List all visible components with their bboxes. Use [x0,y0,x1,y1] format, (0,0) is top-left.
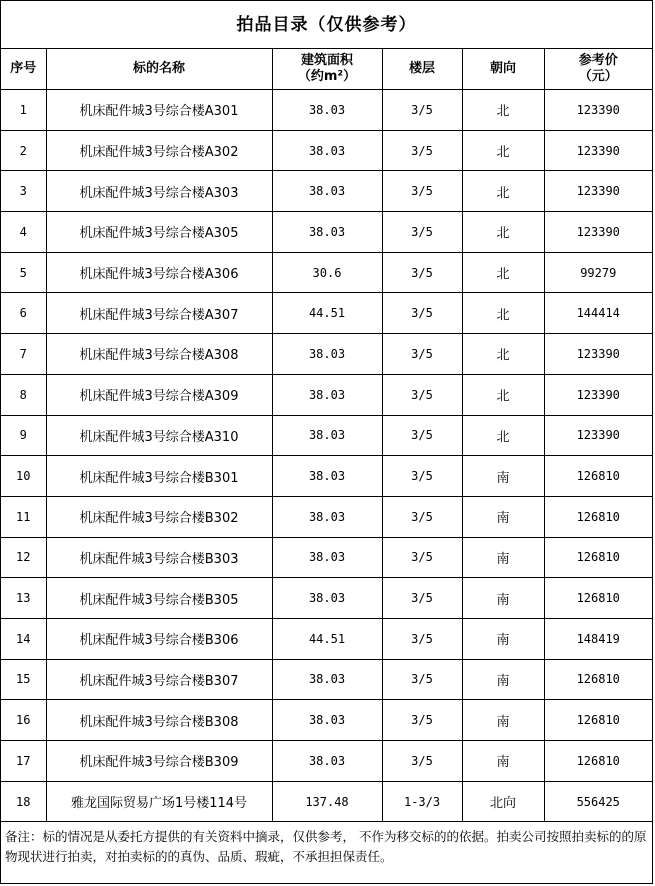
cell-orientation: 北 [462,252,544,293]
cell-floor: 3/5 [382,415,462,456]
cell-floor: 3/5 [382,496,462,537]
cell-orientation: 南 [462,537,544,578]
table-row [1,293,652,334]
cell-area: 137.48 [272,781,382,822]
header-area-line1: 建筑面积 [300,53,353,68]
header-orientation: 朝向 [462,49,544,90]
cell-orientation: 南 [462,659,544,700]
cell-name: 机床配件城3号综合楼A307 [46,293,272,334]
header-price-line2: （元） [578,69,618,84]
cell-index: 3 [1,171,46,212]
cell-index: 7 [1,334,46,375]
cell-index: 12 [1,537,46,578]
cell-index: 4 [1,212,46,253]
cell-area: 38.03 [272,334,382,375]
table-body [1,90,652,822]
cell-index: 14 [1,618,46,659]
cell-name: 机床配件城3号综合楼A306 [46,252,272,293]
cell-orientation: 北 [462,171,544,212]
cell-index: 16 [1,700,46,741]
cell-name: 机床配件城3号综合楼B302 [46,496,272,537]
cell-area: 38.03 [272,171,382,212]
cell-floor: 3/5 [382,374,462,415]
cell-orientation: 南 [462,741,544,782]
cell-area: 38.03 [272,212,382,253]
cell-name: 机床配件城3号综合楼B301 [46,456,272,497]
cell-area: 38.03 [272,741,382,782]
cell-floor: 3/5 [382,293,462,334]
cell-area: 38.03 [272,456,382,497]
cell-name: 机床配件城3号综合楼A309 [46,374,272,415]
cell-floor: 3/5 [382,334,462,375]
cell-name: 机床配件城3号综合楼B306 [46,618,272,659]
cell-floor: 3/5 [382,252,462,293]
cell-name: 机床配件城3号综合楼A308 [46,334,272,375]
cell-orientation: 南 [462,700,544,741]
cell-price: 126810 [544,537,652,578]
cell-price: 126810 [544,741,652,782]
cell-index: 1 [1,90,46,131]
cell-floor: 3/5 [382,659,462,700]
cell-area: 38.03 [272,130,382,171]
cell-name: 雅龙国际贸易广场1号楼114号 [46,781,272,822]
cell-orientation: 北 [462,334,544,375]
cell-index: 6 [1,293,46,334]
table-row [1,415,652,456]
cell-area: 44.51 [272,293,382,334]
table-row [1,90,652,131]
cell-floor: 3/5 [382,130,462,171]
table-row [1,700,652,741]
cell-name: 机床配件城3号综合楼A301 [46,90,272,131]
cell-price: 99279 [544,252,652,293]
header-price-line1: 参考价 [578,53,618,68]
cell-index: 2 [1,130,46,171]
cell-floor: 3/5 [382,578,462,619]
cell-orientation: 南 [462,618,544,659]
cell-name: 机床配件城3号综合楼B303 [46,537,272,578]
cell-price: 123390 [544,171,652,212]
cell-price: 123390 [544,334,652,375]
cell-area: 38.03 [272,496,382,537]
cell-price: 144414 [544,293,652,334]
table-row [1,659,652,700]
cell-floor: 3/5 [382,212,462,253]
cell-floor: 3/5 [382,537,462,578]
cell-area: 38.03 [272,90,382,131]
cell-area: 38.03 [272,700,382,741]
table-row [1,741,652,782]
cell-area: 38.03 [272,537,382,578]
cell-floor: 3/5 [382,618,462,659]
table-row [1,456,652,497]
cell-name: 机床配件城3号综合楼B308 [46,700,272,741]
page-title: 拍品目录（仅供参考） [1,1,652,49]
cell-name: 机床配件城3号综合楼A302 [46,130,272,171]
cell-orientation: 北 [462,212,544,253]
cell-orientation: 北 [462,293,544,334]
cell-orientation: 北 [462,415,544,456]
cell-index: 13 [1,578,46,619]
header-floor: 楼层 [382,49,462,90]
table-row [1,537,652,578]
cell-name: 机床配件城3号综合楼A303 [46,171,272,212]
cell-index: 5 [1,252,46,293]
table-row [1,334,652,375]
cell-orientation: 南 [462,496,544,537]
header-area [272,49,382,90]
table-row [1,212,652,253]
cell-name: 机床配件城3号综合楼A310 [46,415,272,456]
cell-index: 17 [1,741,46,782]
table-row [1,171,652,212]
cell-area: 38.03 [272,659,382,700]
table-row [1,578,652,619]
cell-index: 10 [1,456,46,497]
remarks-note: 备注：标的情况是从委托方提供的有关资料中摘录，仅供参考， 不作为移交标的的依据。拍卖公司按照拍卖标的的原物现状进行拍卖，对拍卖标的的真伪、品质、瑕疵，不承担担保责任。 [5,829,647,864]
cell-area: 30.6 [272,252,382,293]
table-row [1,374,652,415]
cell-area: 44.51 [272,618,382,659]
table-row [1,781,652,822]
cell-price: 126810 [544,659,652,700]
cell-name: 机床配件城3号综合楼B307 [46,659,272,700]
table-row [1,496,652,537]
cell-index: 15 [1,659,46,700]
cell-orientation: 北向 [462,781,544,822]
cell-orientation: 北 [462,374,544,415]
header-area-line2: （约m²） [297,69,357,84]
cell-price: 123390 [544,130,652,171]
cell-floor: 3/5 [382,741,462,782]
table-row [1,252,652,293]
cell-orientation: 北 [462,90,544,131]
cell-index: 11 [1,496,46,537]
cell-floor: 3/5 [382,700,462,741]
table-row [1,618,652,659]
cell-orientation: 南 [462,578,544,619]
cell-price: 123390 [544,212,652,253]
header-name: 标的名称 [46,49,272,90]
cell-area: 38.03 [272,374,382,415]
header-price [544,49,652,90]
cell-area: 38.03 [272,415,382,456]
catalog-table [1,49,652,822]
cell-price: 148419 [544,618,652,659]
cell-area: 38.03 [272,578,382,619]
cell-floor: 3/5 [382,90,462,131]
cell-name: 机床配件城3号综合楼A305 [46,212,272,253]
cell-price: 126810 [544,700,652,741]
cell-price: 126810 [544,456,652,497]
cell-index: 9 [1,415,46,456]
cell-price: 123390 [544,374,652,415]
cell-name: 机床配件城3号综合楼B305 [46,578,272,619]
cell-price: 126810 [544,578,652,619]
cell-orientation: 南 [462,456,544,497]
cell-price: 126810 [544,496,652,537]
cell-price: 556425 [544,781,652,822]
cell-orientation: 北 [462,130,544,171]
cell-price: 123390 [544,90,652,131]
cell-index: 18 [1,781,46,822]
table-row [1,130,652,171]
table-header-row [1,49,652,90]
cell-floor: 1-3/3 [382,781,462,822]
cell-index: 8 [1,374,46,415]
cell-floor: 3/5 [382,171,462,212]
cell-price: 123390 [544,415,652,456]
cell-floor: 3/5 [382,456,462,497]
header-index: 序号 [1,49,46,90]
cell-name: 机床配件城3号综合楼B309 [46,741,272,782]
